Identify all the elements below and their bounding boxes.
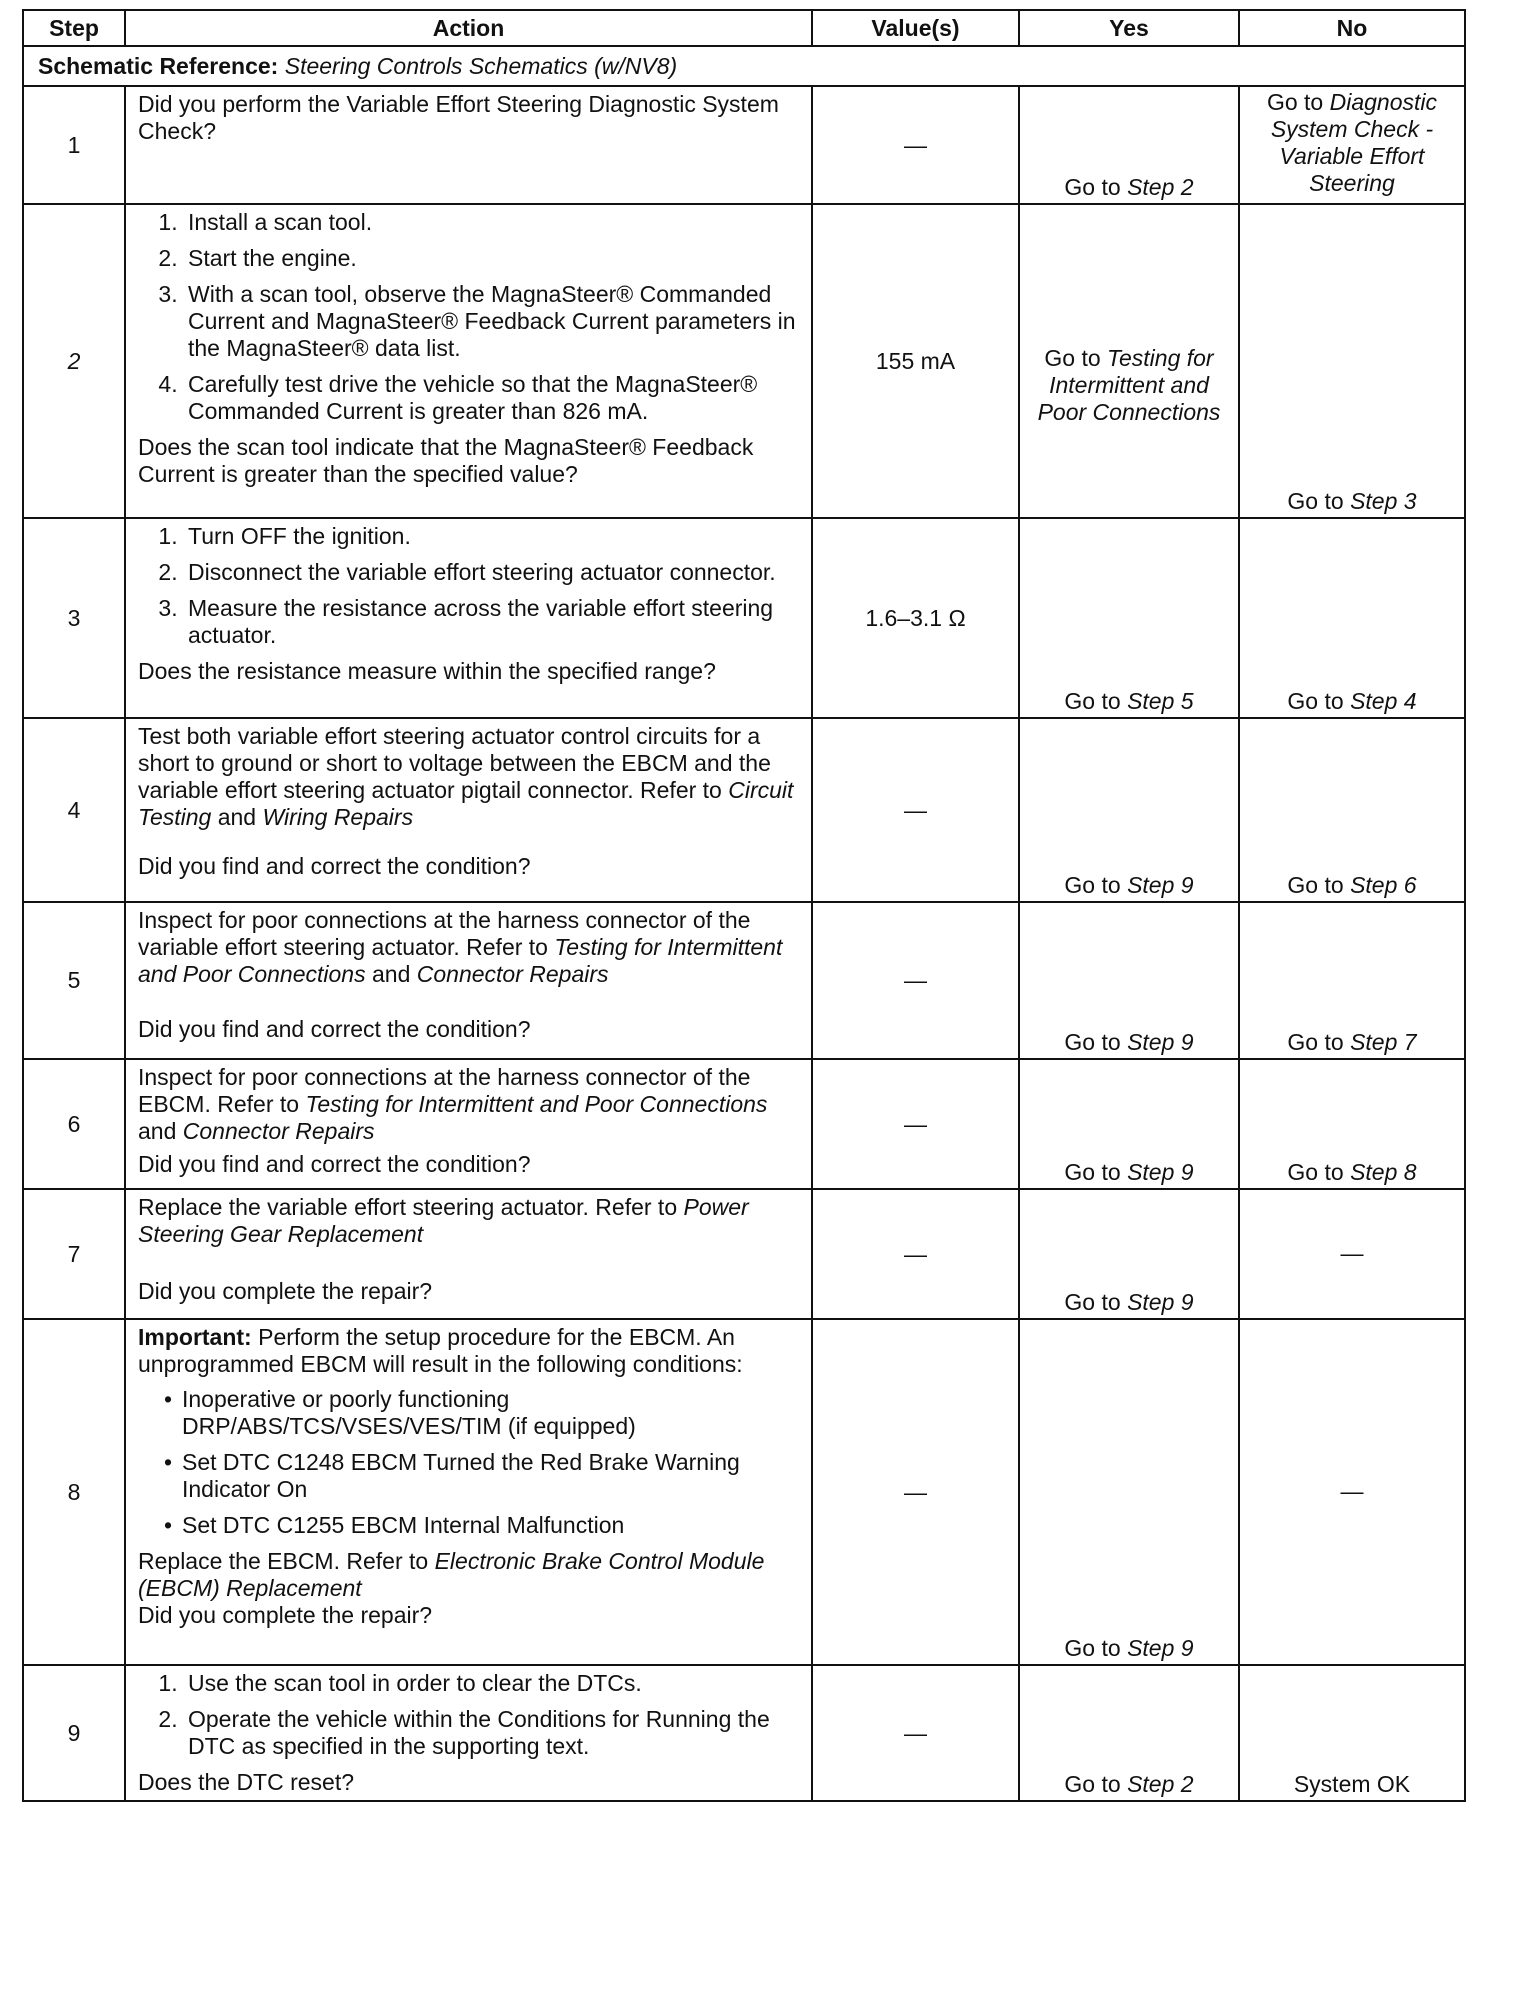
- yes-cell: Go to Step 2: [1019, 1665, 1239, 1801]
- header-yes: Yes: [1019, 10, 1239, 46]
- action-cell: [125, 518, 812, 718]
- schematic-reference-label: Schematic Reference:: [38, 52, 279, 79]
- table-row: [23, 1059, 1465, 1189]
- action-question: Does the scan tool indicate that the MagnaSteer® Feedback Current is greater than the specified value?: [138, 434, 754, 487]
- reference-link[interactable]: Electronic Brake Control Module (EBCM) Replacement: [138, 1548, 765, 1601]
- no-cell: Go to Step 6: [1239, 718, 1465, 902]
- yes-cell: Go to Testing for Intermittent and Poor Connections: [1019, 204, 1239, 518]
- reference-link[interactable]: Wiring Repairs: [262, 804, 414, 830]
- action-cell: Important: Perform the setup procedure for the EBCM. An unprogrammed EBCM will result in the following conditions: • Inoperative or poorly functioning DRP/ABS/TCS/VSES/VES/TIM (if equipped) • Set DTC C1248 EBCM Turned the Red Brake Warning Indicator On • Set DTC C1255 EBCM Internal Malfunction Replace the EBCM. Refer to Electronic Brake Control Module (EBCM) Replacement Did you complete the repair?: [125, 1319, 812, 1665]
- reference-link[interactable]: Circuit Testing: [138, 777, 794, 830]
- yes-cell: Go to Step 9: [1019, 1189, 1239, 1319]
- list-item: • Inoperative or poorly functioning DRP/ABS/TCS/VSES/VES/TIM (if equipped): [182, 1386, 801, 1440]
- step-number: 4: [23, 718, 125, 902]
- yes-cell: Go to Step 5: [1019, 518, 1239, 718]
- yes-cell: Go to Step 9: [1019, 718, 1239, 902]
- value-cell: 155 mA: [812, 204, 1019, 518]
- no-link[interactable]: Step 6: [1350, 872, 1417, 898]
- action-step-item: 1. Use the scan tool in order to clear the DTCs.: [184, 1670, 801, 1697]
- action-question: Did you find and correct the condition?: [138, 1151, 531, 1177]
- action-step-item: 2. Disconnect the variable effort steering actuator connector.: [184, 559, 801, 586]
- step-number: 7: [23, 1189, 125, 1319]
- value-cell: —: [812, 86, 1019, 204]
- no-cell: Go to Step 8: [1239, 1059, 1465, 1189]
- reference-link[interactable]: Testing for Intermittent and Poor Connections: [138, 934, 783, 987]
- table-row: [23, 86, 1465, 204]
- important-label: Important:: [138, 1324, 252, 1350]
- header-step: Step: [23, 10, 125, 46]
- list-item: • Set DTC C1255 EBCM Internal Malfunction: [182, 1512, 801, 1539]
- table-row: [23, 1665, 1465, 1801]
- no-cell: —: [1239, 1319, 1465, 1665]
- reference-link[interactable]: Testing for Intermittent and Poor Connections: [305, 1091, 768, 1117]
- yes-link[interactable]: Step 2: [1127, 174, 1194, 200]
- yes-cell: Go to Step 9: [1019, 1319, 1239, 1665]
- schematic-reference-row: [23, 46, 1465, 86]
- step-number: 6: [23, 1059, 125, 1189]
- action-question: Does the DTC reset?: [138, 1769, 355, 1795]
- action-step-item: 3. With a scan tool, observe the MagnaSteer® Commanded Current and MagnaSteer® Feedback Current parameters in the MagnaSteer® data list.: [184, 281, 801, 362]
- header-no: No: [1239, 10, 1465, 46]
- action-question: Did you perform the Variable Effort Steering Diagnostic System Check?: [138, 91, 779, 144]
- yes-cell: Go to Step 9: [1019, 902, 1239, 1059]
- no-link[interactable]: Step 4: [1350, 688, 1417, 714]
- value-cell: —: [812, 902, 1019, 1059]
- yes-link[interactable]: Step 9: [1127, 1635, 1194, 1661]
- action-step-item: 3. Measure the resistance across the variable effort steering actuator.: [184, 595, 801, 649]
- step-number: 2: [23, 204, 125, 518]
- action-question: Did you complete the repair?: [138, 1278, 433, 1304]
- yes-link[interactable]: Step 9: [1127, 1029, 1194, 1055]
- action-cell: Replace the variable effort steering actuator. Refer to Power Steering Gear Replacement Did you complete the repair?: [125, 1189, 812, 1319]
- no-link[interactable]: Step 7: [1350, 1029, 1417, 1055]
- action-step-item: 1. Install a scan tool.: [184, 209, 801, 236]
- value-cell: 1.6–3.1 Ω: [812, 518, 1019, 718]
- action-step-item: 2. Start the engine.: [184, 245, 801, 272]
- step-number: 5: [23, 902, 125, 1059]
- reference-link[interactable]: Connector Repairs: [182, 1118, 375, 1144]
- action-steps: [138, 1670, 801, 1760]
- no-cell: Go to Step 7: [1239, 902, 1465, 1059]
- action-steps: [138, 523, 801, 649]
- action-cell: Inspect for poor connections at the harness connector of the variable effort steering actuator. Refer to Testing for Intermittent and Poor Connections and Connector Repairs Did you find and correct the condition?: [125, 902, 812, 1059]
- table-row: [23, 718, 1465, 902]
- yes-cell: Go to Step 9: [1019, 1059, 1239, 1189]
- yes-cell: Go to Step 2: [1019, 86, 1239, 204]
- value-cell: —: [812, 1665, 1019, 1801]
- action-cell: [125, 1665, 812, 1801]
- yes-link[interactable]: Step 9: [1127, 1289, 1194, 1315]
- step-number: 9: [23, 1665, 125, 1801]
- table-row: [23, 1319, 1465, 1665]
- step-number: 1: [23, 86, 125, 204]
- yes-link[interactable]: Step 9: [1127, 872, 1194, 898]
- action-cell: Test both variable effort steering actuator control circuits for a short to ground or short to voltage between the EBCM and the variable effort steering actuator pigtail connector. Refer to Circuit Testing and Wiring Repairs Did you find and correct the condition?: [125, 718, 812, 902]
- action-question: Did you find and correct the condition?: [138, 1016, 531, 1042]
- no-link[interactable]: Diagnostic System Check - Variable Effort Steering: [1270, 89, 1438, 196]
- action-question: Did you complete the repair?: [138, 1602, 433, 1628]
- no-cell: Go to Step 3: [1239, 204, 1465, 518]
- table-row: [23, 518, 1465, 718]
- no-link[interactable]: Step 8: [1350, 1159, 1417, 1185]
- reference-link[interactable]: Power Steering Gear Replacement: [138, 1194, 749, 1247]
- yes-link[interactable]: Step 2: [1127, 1771, 1194, 1797]
- table-row: [23, 204, 1465, 518]
- action-question: Does the resistance measure within the specified range?: [138, 658, 716, 684]
- yes-link[interactable]: Step 5: [1127, 688, 1194, 714]
- no-cell: System OK: [1239, 1665, 1465, 1801]
- list-item: • Set DTC C1248 EBCM Turned the Red Brake Warning Indicator On: [182, 1449, 801, 1503]
- yes-link[interactable]: Testing for Intermittent and Poor Connections: [1037, 344, 1221, 425]
- diagnostic-table: [22, 9, 1466, 1802]
- schematic-reference-link[interactable]: Steering Controls Schematics (w/NV8): [284, 52, 678, 79]
- step-number: 8: [23, 1319, 125, 1665]
- reference-link[interactable]: Connector Repairs: [416, 961, 609, 987]
- value-cell: —: [812, 718, 1019, 902]
- value-cell: —: [812, 1319, 1019, 1665]
- header-values: Value(s): [812, 10, 1019, 46]
- no-link[interactable]: Step 3: [1350, 488, 1417, 514]
- table-row: [23, 902, 1465, 1059]
- condition-list: [138, 1386, 801, 1539]
- action-step-item: 4. Carefully test drive the vehicle so that the MagnaSteer® Commanded Current is greater than 826 mA.: [184, 371, 801, 425]
- no-cell: —: [1239, 1189, 1465, 1319]
- step-number: 3: [23, 518, 125, 718]
- value-cell: —: [812, 1059, 1019, 1189]
- no-cell: Go to Step 4: [1239, 518, 1465, 718]
- action-cell: [125, 86, 812, 204]
- action-step-item: 2. Operate the vehicle within the Conditions for Running the DTC as specified in the supporting text.: [184, 1706, 801, 1760]
- action-steps: [138, 209, 801, 425]
- yes-link[interactable]: Step 9: [1127, 1159, 1194, 1185]
- action-cell: [125, 204, 812, 518]
- header-action: Action: [125, 10, 812, 46]
- no-cell: Go to Diagnostic System Check - Variable Effort Steering: [1239, 86, 1465, 204]
- action-question: Did you find and correct the condition?: [138, 853, 531, 879]
- action-cell: Inspect for poor connections at the harness connector of the EBCM. Refer to Testing for Intermittent and Poor Connections and Connector Repairs Did you find and correct the condition?: [125, 1059, 812, 1189]
- table-row: [23, 1189, 1465, 1319]
- action-step-item: 1. Turn OFF the ignition.: [184, 523, 801, 550]
- value-cell: —: [812, 1189, 1019, 1319]
- header-row: [23, 10, 1465, 46]
